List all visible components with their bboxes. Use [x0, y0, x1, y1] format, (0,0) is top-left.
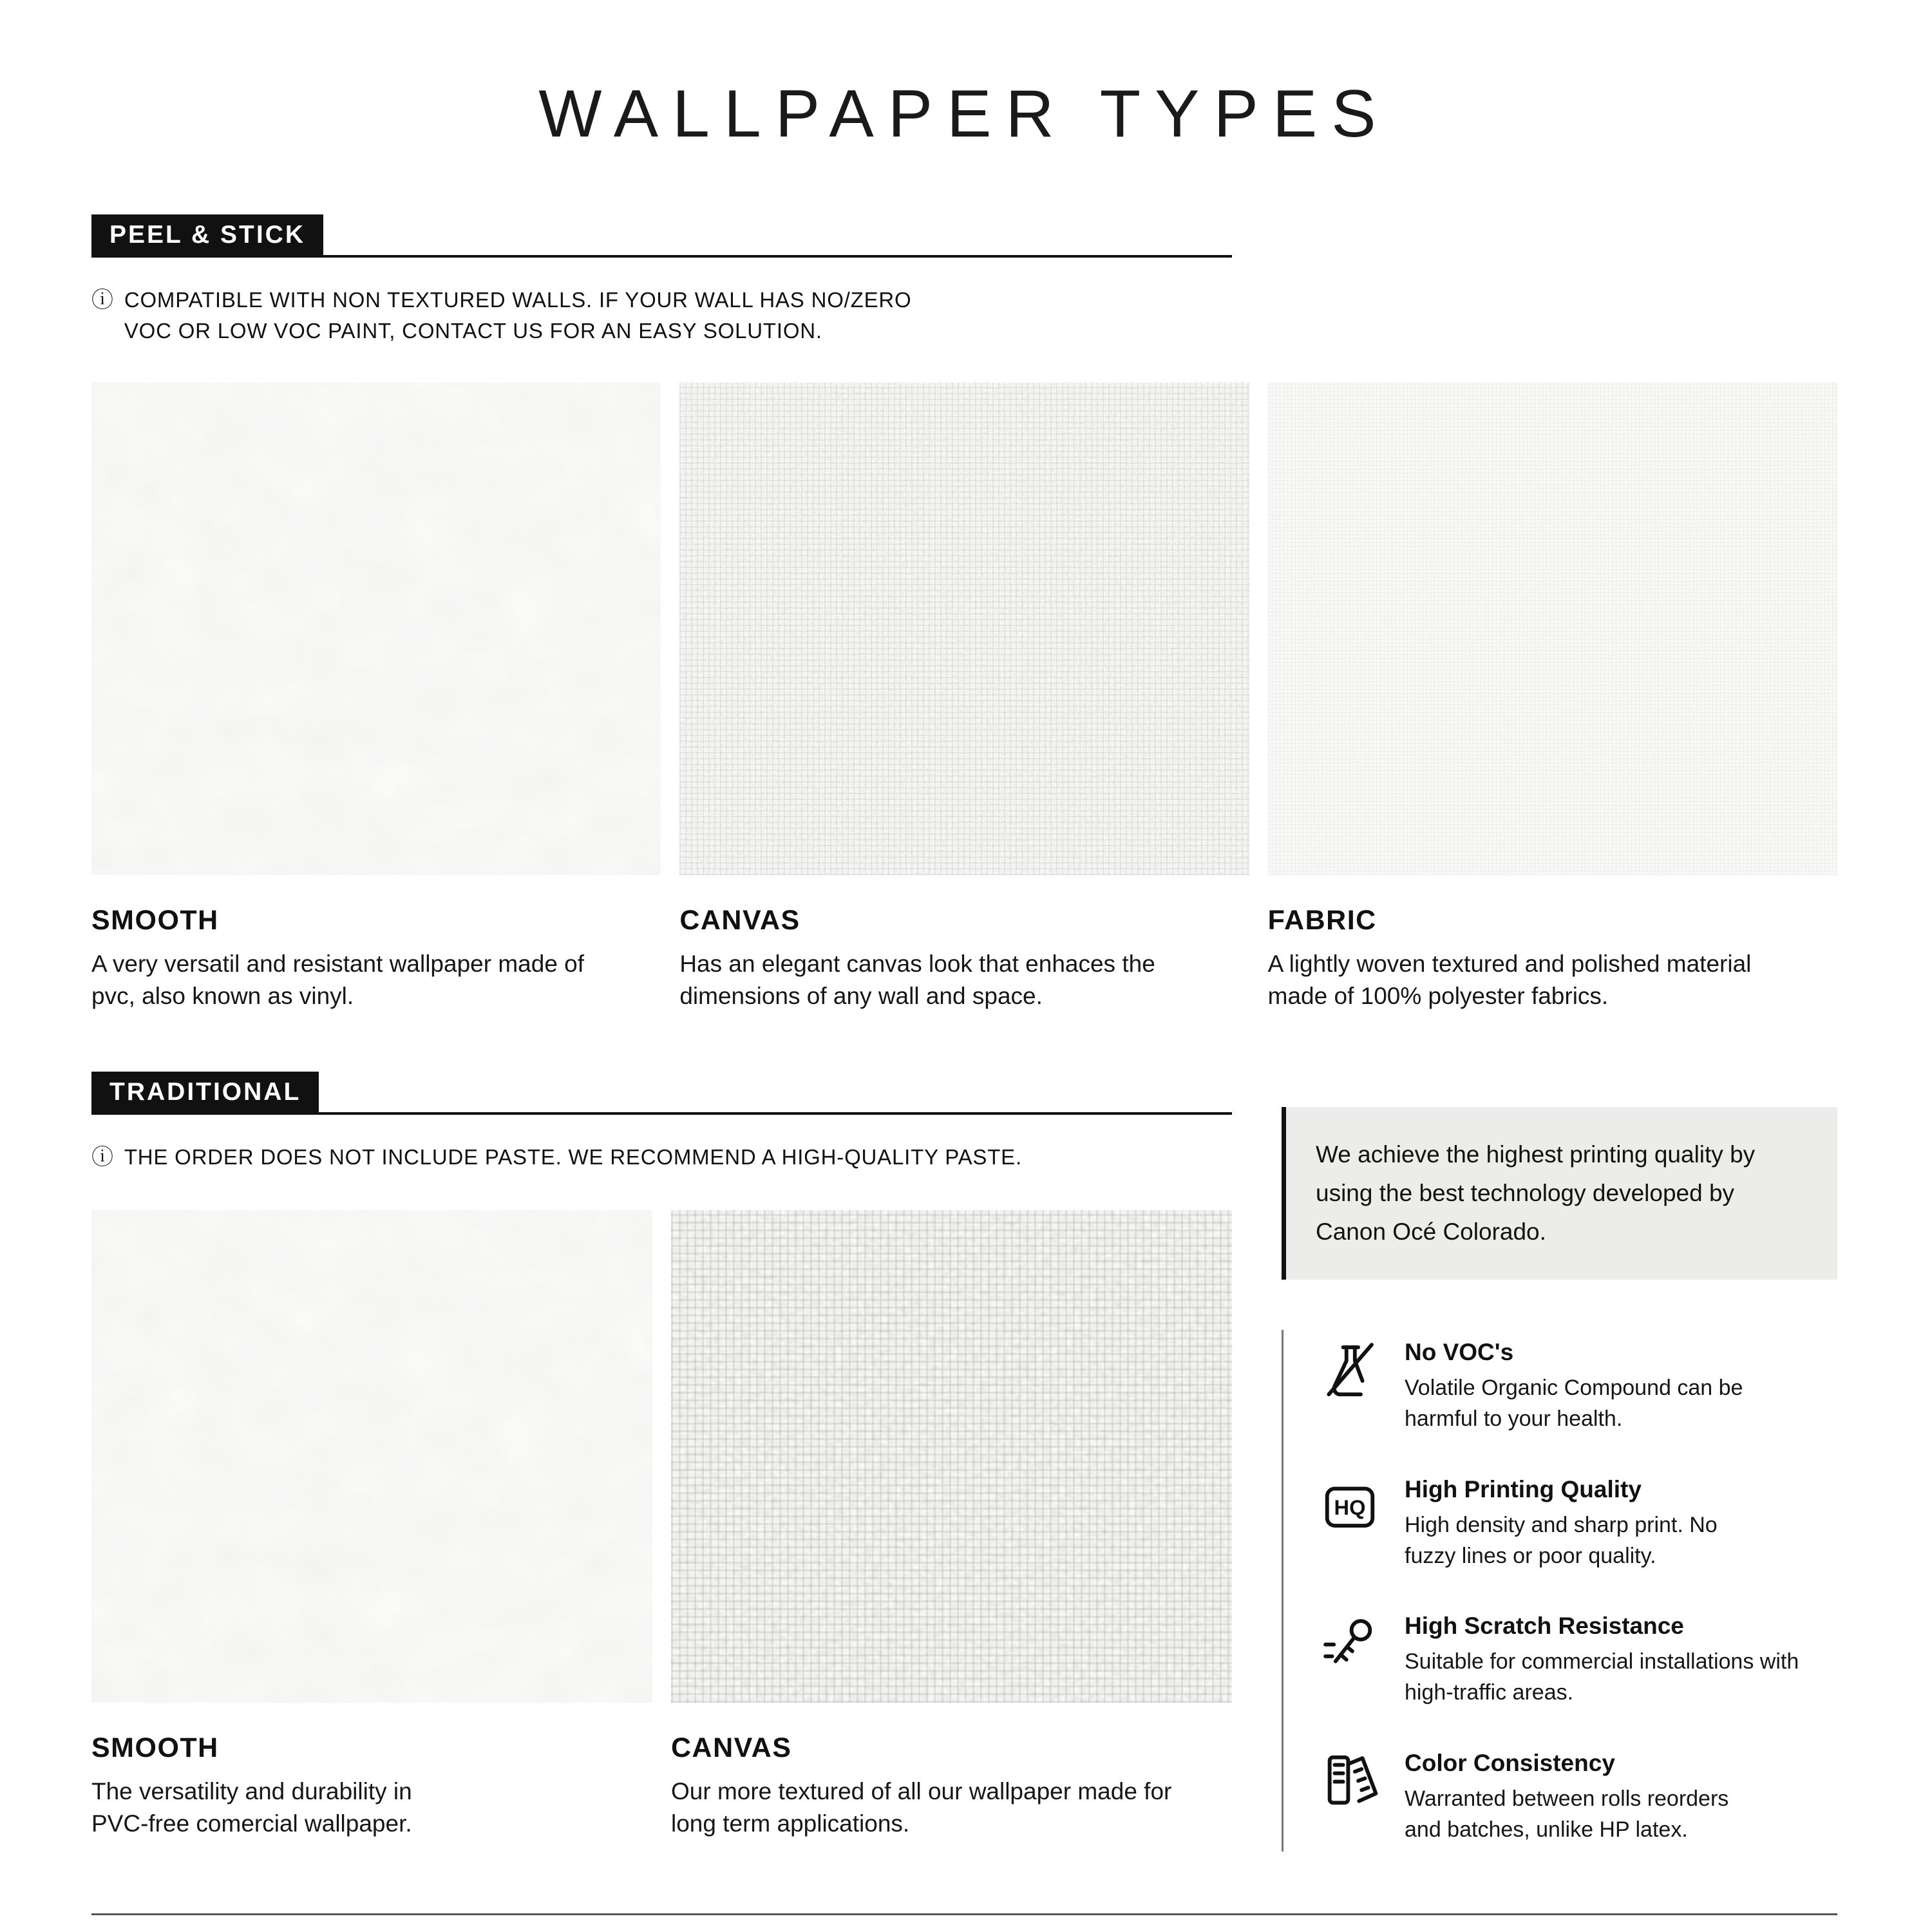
peel-stick-note — [91, 285, 1837, 346]
fabric-texture — [1268, 383, 1837, 875]
peel-stick-note-text — [124, 285, 912, 346]
type-description: A very versatil and resistant wallpaper made of pvc, also known as vinyl. — [91, 950, 585, 1009]
smooth-texture — [91, 383, 661, 875]
traditional-header — [91, 1072, 1232, 1115]
type-name: FABRIC — [1267, 904, 1377, 936]
type-name: SMOOTH — [91, 904, 219, 936]
page-title: WALLPAPER TYPES — [538, 77, 1390, 151]
canvas-texture — [679, 383, 1249, 875]
feature-body — [1405, 1750, 1765, 1846]
type-description: The versatility and durability in PVC-free comercial wallpaper. — [91, 1777, 412, 1837]
feature-title: High Printing Quality — [1405, 1475, 1642, 1502]
printing-quality-quote — [1282, 1107, 1837, 1280]
type-description: Our more textured of all our wallpaper made for long term applications. — [671, 1777, 1172, 1837]
wallpaper-type-card-smooth — [91, 383, 661, 1013]
type-name: CANVAS — [679, 904, 800, 936]
peel-stick-swatch-row — [91, 383, 1837, 1013]
wallpaper-type-card-canvas — [679, 383, 1249, 1013]
quote-text: We achieve the highest printing quality by using the best technology developed by Canon Océ Colorado. — [1316, 1141, 1756, 1245]
info-circle-icon: ⓘ — [91, 288, 114, 312]
info-circle-icon: ⓘ — [91, 1145, 114, 1170]
feature-description: Suitable for commercial installations with high-traffic areas. — [1405, 1649, 1799, 1705]
feature-body — [1405, 1613, 1817, 1709]
peel-stick-canvas-texture-image — [679, 383, 1249, 875]
note-line-1: COMPATIBLE WITH NON TEXTURED WALLS. IF YOUR WALL HAS NO/ZERO — [124, 288, 912, 312]
type-name: CANVAS — [671, 1732, 792, 1763]
traditional-canvas-texture-image — [671, 1210, 1232, 1703]
feature-body — [1405, 1476, 1739, 1572]
peel-stick-smooth-texture-image — [91, 383, 661, 875]
features-list — [1282, 1330, 1837, 1852]
type-description: A lightly woven textured and polished material made of 100% polyester fabrics. — [1267, 950, 1752, 1009]
traditional-label: TRADITIONAL — [91, 1072, 319, 1115]
wallpaper-type-card-fabric — [1268, 383, 1837, 1013]
no-voc-icon — [1320, 1339, 1380, 1399]
feature-description: High density and sharp print. No fuzzy lines or poor quality. — [1405, 1512, 1718, 1568]
smooth-texture — [91, 1210, 652, 1703]
type-description: Has an elegant canvas look that enhaces the dimensions of any wall and space. — [679, 950, 1155, 1009]
traditional-smooth-texture-image — [91, 1210, 652, 1703]
traditional-swatch-row — [91, 1210, 1232, 1841]
traditional-rule — [319, 1112, 1232, 1115]
feature-description: Warranted between rolls reorders and batches, unlike HP latex. — [1405, 1786, 1729, 1842]
feature-high-printing-quality — [1320, 1476, 1837, 1572]
traditional-section — [91, 1072, 1232, 1852]
feature-no-voc — [1320, 1339, 1837, 1435]
feature-high-scratch-resistance — [1320, 1613, 1837, 1709]
hq-icon-text: HQ — [1334, 1495, 1366, 1519]
feature-title: No VOC's — [1405, 1339, 1514, 1366]
bottom-divider — [91, 1913, 1837, 1915]
feature-body — [1405, 1339, 1765, 1435]
traditional-note-text — [124, 1142, 1022, 1173]
bottom-area — [91, 1072, 1837, 1852]
note-line-1: THE ORDER DOES NOT INCLUDE PASTE. WE RECOMMEND A HIGH-QUALITY PASTE. — [124, 1145, 1022, 1170]
scratch-resistance-icon — [1320, 1613, 1380, 1673]
feature-description: Volatile Organic Compound can be harmful to your health. — [1405, 1376, 1743, 1432]
feature-color-consistency — [1320, 1750, 1837, 1846]
coarse-canvas-texture — [671, 1210, 1232, 1703]
color-consistency-icon — [1320, 1750, 1380, 1810]
peel-stick-section — [91, 214, 1837, 1012]
hq-icon — [1320, 1476, 1380, 1537]
wallpaper-type-card-smooth — [91, 1210, 652, 1841]
traditional-note — [91, 1142, 1232, 1173]
feature-title: High Scratch Resistance — [1405, 1613, 1684, 1640]
note-line-2: VOC OR LOW VOC PAINT, CONTACT US FOR AN EASY SOLUTION. — [124, 318, 822, 343]
wallpaper-type-card-canvas — [671, 1210, 1232, 1841]
peel-stick-header — [91, 214, 1232, 258]
peel-stick-rule — [323, 255, 1232, 258]
feature-title: Color Consistency — [1405, 1749, 1615, 1776]
type-name: SMOOTH — [91, 1732, 219, 1763]
peel-stick-fabric-texture-image — [1268, 383, 1837, 875]
peel-stick-label: PEEL & STICK — [91, 214, 323, 258]
quality-panel — [1282, 1072, 1837, 1852]
